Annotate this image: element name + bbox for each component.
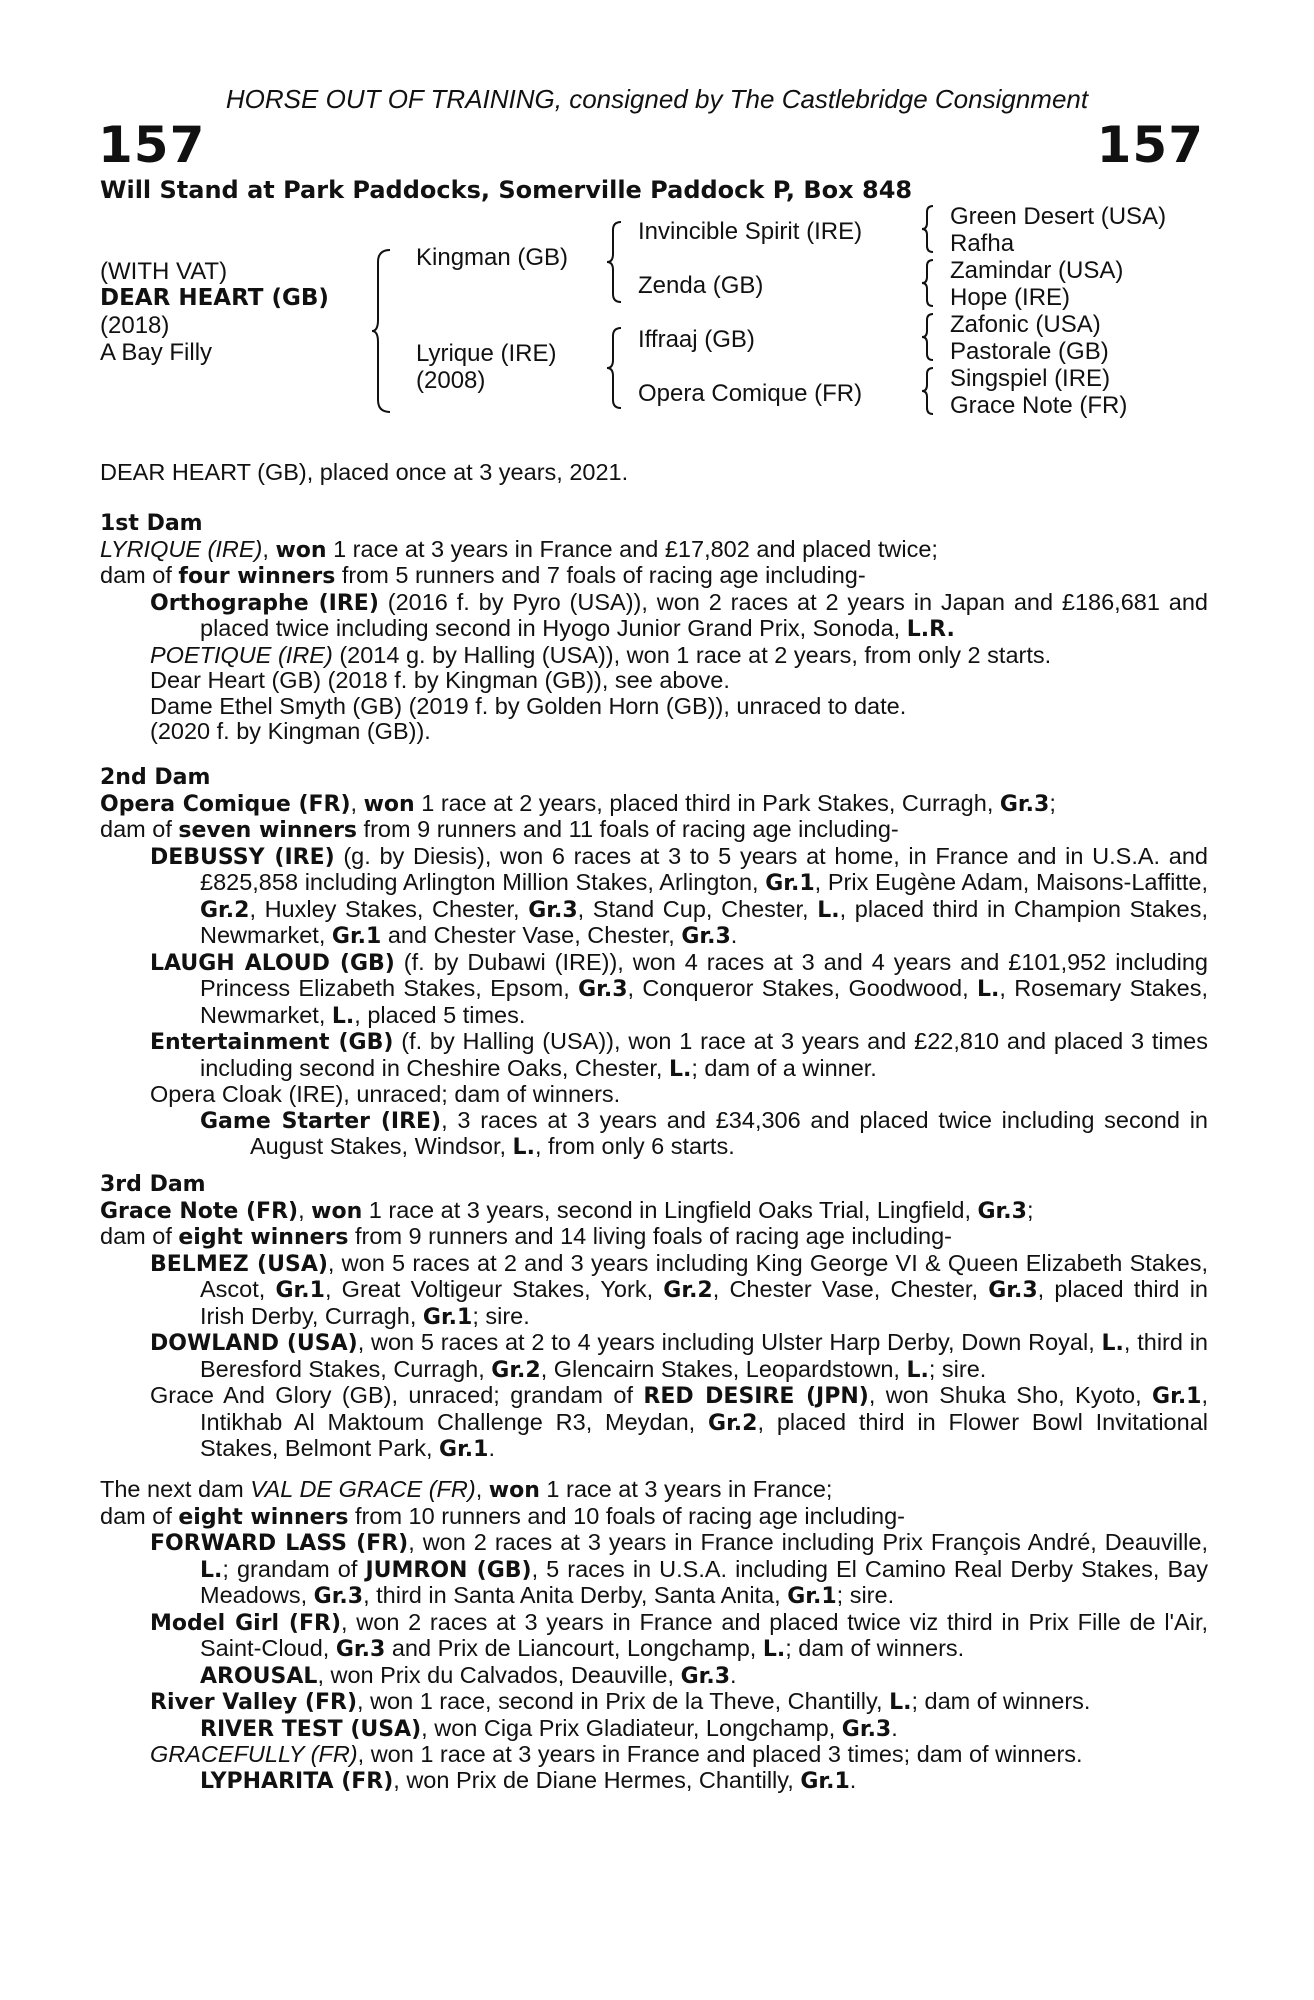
dam-dam-dam: Grace Note (FR)	[950, 392, 1128, 419]
sire-sire-sire: Green Desert (USA)	[950, 203, 1167, 230]
second-dam-heading: 2nd Dam	[100, 765, 211, 790]
produce-entry: BELMEZ (USA), won 5 races at 2 and 3 years including King George VI & Queen Elizabeth Stakes, Ascot, Gr.1, Great Voltigeur Stakes, York, Gr.2, Chester Vase, Chester, Gr.3, placed third in Irish Derby, Curragh, Gr.1; sire.	[150, 1249, 1208, 1330]
produce-entry: DOWLAND (USA), won 5 races at 2 to 4 years including Ulster Harp Derby, Down Royal, L., third in Beresford Stakes, Curragh, Gr.2, Glencairn Stakes, Leopardstown, L.; sire.	[150, 1329, 1209, 1383]
first-dam-heading: 1st Dam	[100, 511, 203, 536]
sire-sire: Invincible Spirit (IRE)	[638, 218, 863, 245]
dam-dam: Opera Comique (FR)	[638, 380, 863, 407]
pedigree-brace-3c	[920, 312, 936, 362]
produce-entry: Dame Ethel Smyth (GB) (2019 f. by Golden Horn (GB)), unraced to date.	[150, 692, 907, 719]
dam-dam-sire: Singspiel (IRE)	[950, 365, 1111, 392]
horse-year: (2018)	[100, 312, 170, 339]
grand-produce-entry: AROUSAL, won Prix du Calvados, Deauville, Gr.3.	[200, 1661, 737, 1689]
pedigree-brace-sire	[605, 220, 625, 304]
pedigree-brace-3a	[920, 204, 936, 254]
second-dam-produce-summary: dam of seven winners from 9 runners and 11 foals of racing age including-	[100, 816, 899, 843]
produce-entry: LAUGH ALOUD (GB) (f. by Dubawi (IRE)), won 4 races at 3 and 4 years and £101,952 including Princess Elizabeth Stakes, Epsom, Gr.3, Conqueror Stakes, Goodwood, L., Rosemary Stakes, Newmarket, L., placed 5 times.	[150, 948, 1209, 1029]
produce-entry: GRACEFULLY (FR), won 1 race at 3 years in France and placed 3 times; dam of winners.	[150, 1741, 1083, 1767]
grand-produce-entry: Game Starter (IRE), 3 races at 3 years and £34,306 and placed twice including second in August Stakes, Windsor, L., from only 6 starts.	[200, 1106, 1208, 1160]
first-dam-record: LYRIQUE (IRE), won 1 race at 3 years in France and £17,802 and placed twice;	[100, 535, 938, 563]
pedigree-brace-3b	[920, 258, 936, 308]
sire-dam: Zenda (GB)	[638, 272, 764, 299]
produce-entry: Opera Cloak (IRE), unraced; dam of winners.	[150, 1081, 621, 1107]
lot-number-left: 157	[98, 116, 206, 174]
lot-number-right: 157	[1096, 116, 1204, 174]
produce-entry: (2020 f. by Kingman (GB)).	[150, 718, 431, 744]
pedigree-brace-main	[370, 248, 394, 414]
next-dam-record: The next dam VAL DE GRACE (FR), won 1 race at 3 years in France;	[100, 1476, 833, 1503]
racing-record-summary: DEAR HEART (GB), placed once at 3 years, 2021.	[100, 459, 629, 485]
next-dam-produce-summary: dam of eight winners from 10 runners and 10 foals of racing age including-	[100, 1502, 905, 1530]
second-dam-section	[100, 765, 1208, 1161]
dam: Lyrique (IRE)	[416, 340, 557, 367]
produce-entry: FORWARD LASS (FR), won 2 races at 3 years in France including Prix François André, Deauville, L.; grandam of JUMRON (GB), 5 races in U.S.A. including El Camino Real Derby Stakes, Bay Meadows, Gr.3, third in Santa Anita Derby, Santa Anita, Gr.1; sire.	[150, 1529, 1208, 1609]
produce-entry: Orthographe (IRE) (2016 f. by Pyro (USA)), won 2 races at 2 years in Japan and £186,681 and placed twice including second in Hyogo Junior Grand Prix, Sonoda, L.R.	[150, 588, 1208, 642]
consignment-header: HORSE OUT OF TRAINING, consigned by The Castlebridge Consignment	[225, 84, 1089, 114]
grand-produce-entry: RIVER TEST (USA), won Ciga Prix Gladiateur, Longchamp, Gr.3.	[200, 1714, 898, 1742]
produce-entry: River Valley (FR), won 1 race, second in Prix de la Theve, Chantilly, L.; dam of winners.	[150, 1688, 1091, 1715]
sire-dam-dam: Hope (IRE)	[950, 284, 1071, 311]
dam-name: LYRIQUE (IRE)	[100, 535, 263, 562]
first-dam-section	[100, 511, 1208, 745]
sire: Kingman (GB)	[416, 244, 569, 271]
produce-entry: Grace And Glory (GB), unraced; grandam of RED DESIRE (JPN), won Shuka Sho, Kyoto, Gr.1, Intikhab Al Maktoum Challenge R3, Meydan, Gr.2, placed third in Flower Bowl Invitational Stakes, Belmont Park, Gr.1.	[150, 1382, 1209, 1462]
pedigree-brace-3d	[920, 366, 936, 416]
second-dam-record: Opera Comique (FR), won 1 race at 2 years, placed third in Park Stakes, Curragh, Gr.3;	[100, 789, 1056, 817]
third-dam-section	[100, 1172, 1208, 1463]
vat-note: (WITH VAT)	[100, 258, 228, 285]
first-dam-produce-summary: dam of four winners from 5 runners and 7 foals of racing age including-	[100, 562, 866, 589]
stabling-location: Will Stand at Park Paddocks, Somerville Paddock P, Box 848	[100, 176, 913, 204]
third-dam-heading: 3rd Dam	[100, 1172, 206, 1197]
horse-description: A Bay Filly	[100, 339, 213, 366]
pedigree-brace-dam	[605, 326, 625, 410]
third-dam-produce-summary: dam of eight winners from 9 runners and 14 living foals of racing age including-	[100, 1223, 952, 1250]
dam-sire: Iffraaj (GB)	[638, 326, 755, 353]
horse-name: DEAR HEART (GB)	[100, 285, 329, 311]
sire-dam-sire: Zamindar (USA)	[950, 257, 1124, 284]
grand-produce-entry: LYPHARITA (FR), won Prix de Diane Hermes, Chantilly, Gr.1.	[200, 1766, 857, 1794]
next-dam-section	[100, 1477, 1208, 1794]
produce-entry: Entertainment (GB) (f. by Halling (USA)), won 1 race at 3 years and £22,810 and placed 3 times including second in Cheshire Oaks, Chester, L.; dam of a winner.	[150, 1028, 1208, 1082]
dam-sire-sire: Zafonic (USA)	[950, 311, 1101, 338]
produce-entry: Dear Heart (GB) (2018 f. by Kingman (GB)), see above.	[150, 667, 730, 693]
dam-sire-dam: Pastorale (GB)	[950, 338, 1109, 365]
sire-sire-dam: Rafha	[950, 230, 1015, 257]
dam-year: (2008)	[416, 367, 486, 394]
produce-entry: POETIQUE (IRE) (2014 g. by Halling (USA)), won 1 race at 2 years, from only 2 starts.	[150, 641, 1052, 668]
produce-entry: DEBUSSY (IRE) (g. by Diesis), won 6 races at 3 to 5 years at home, in France and in U.S.A. and £825,858 including Arlington Million Stakes, Arlington, Gr.1, Prix Eugène Adam, Maisons-Laffitte, Gr.2, Huxley Stakes, Chester, Gr.3, Stand Cup, Chester, L., placed third in Champion Stakes, Newmarket, Gr.1 and Chester Vase, Chester, Gr.3.	[150, 842, 1208, 949]
third-dam-record: Grace Note (FR), won 1 race at 3 years, second in Lingfield Oaks Trial, Lingfield, Gr.3;	[100, 1196, 1034, 1224]
produce-entry: Model Girl (FR), won 2 races at 3 years in France and placed twice viz third in Prix Fille de l'Air, Saint-Cloud, Gr.3 and Prix de Liancourt, Longchamp, L.; dam of winners.	[150, 1608, 1209, 1662]
